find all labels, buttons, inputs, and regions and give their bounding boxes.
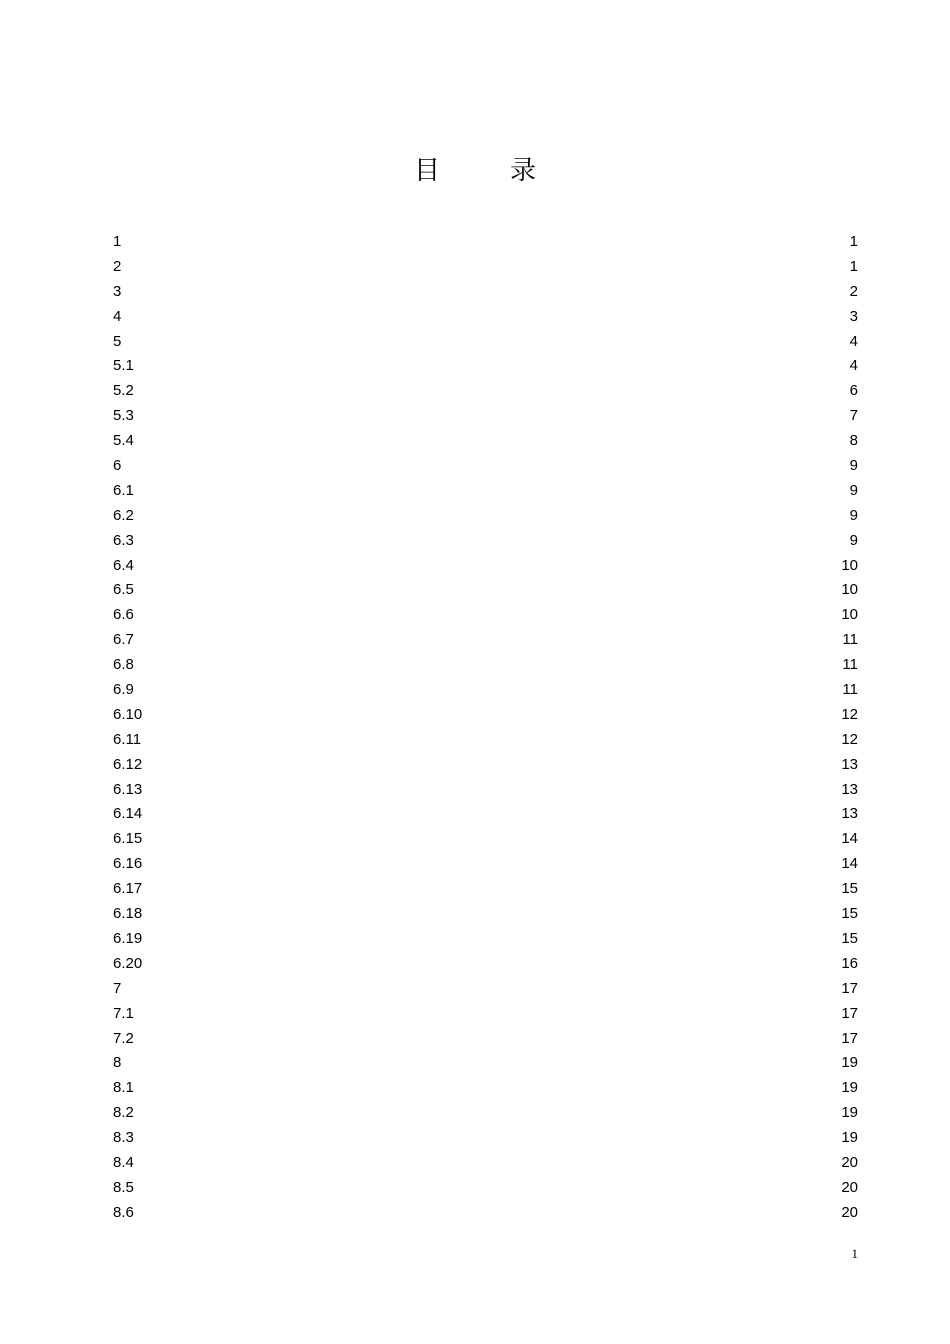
- toc-entry-number: 5: [113, 332, 122, 350]
- toc-entry-number: 6.2: [113, 506, 134, 524]
- toc-entry-page: 19: [841, 1054, 858, 1072]
- toc-entry-page: 3: [849, 307, 858, 325]
- toc-entry[interactable]: [113, 703, 858, 728]
- toc-entry[interactable]: [113, 802, 858, 827]
- toc-entry-number: 6.20: [113, 954, 143, 972]
- footer-page-number: 1: [851, 1246, 858, 1261]
- toc-entry-page: 20: [841, 1153, 858, 1171]
- toc-entry-number: 8.5: [113, 1178, 134, 1196]
- toc-entry-page: 17: [841, 1004, 858, 1022]
- toc-entry-page: 17: [841, 1029, 858, 1047]
- toc-entry-number: 6.3: [113, 531, 134, 549]
- toc-entry-number: 2: [113, 257, 122, 275]
- toc-entry-number: 1: [113, 233, 122, 250]
- toc-entry-page: 8: [849, 432, 858, 450]
- toc-entry-number: 3: [113, 282, 122, 300]
- toc-entry[interactable]: [113, 578, 858, 603]
- toc-entry[interactable]: [113, 454, 858, 479]
- toc-entry-page: 9: [849, 457, 858, 475]
- toc-entry-page: 11: [842, 681, 858, 699]
- toc-entry[interactable]: [113, 305, 858, 330]
- toc-entry-number: 6.14: [113, 805, 143, 823]
- toc-entry-page: 15: [841, 880, 858, 898]
- toc-entry-number: 6.9: [113, 681, 134, 699]
- toc-entry-page: 11: [842, 631, 858, 649]
- toc-entry[interactable]: [113, 1151, 858, 1176]
- toc-entry-page: 14: [841, 830, 858, 848]
- toc-entry[interactable]: [113, 852, 858, 877]
- toc-entry-page: 10: [841, 606, 858, 624]
- toc-entry-number: 8.2: [113, 1104, 134, 1122]
- toc-entry[interactable]: [113, 1076, 858, 1101]
- toc-entry-page: 9: [849, 531, 858, 549]
- toc-entry[interactable]: [113, 280, 858, 305]
- toc-entry-number: 7: [113, 979, 122, 997]
- toc-entry-number: 7.2: [113, 1029, 134, 1047]
- toc-entry-page: 17: [841, 979, 858, 997]
- toc-entry-page: 12: [841, 730, 858, 748]
- toc-entry-page: 12: [841, 705, 858, 723]
- toc-entry[interactable]: [113, 404, 858, 429]
- toc-entry-page: 15: [841, 929, 858, 947]
- toc-entry-number: 5.3: [113, 407, 134, 425]
- toc-entry-number: 6.13: [113, 780, 143, 798]
- toc-entry[interactable]: [113, 952, 858, 977]
- toc-entry[interactable]: [113, 902, 858, 927]
- toc-entry[interactable]: [113, 603, 858, 628]
- toc-entry-page: 4: [849, 332, 858, 350]
- toc-entry-number: 6.7: [113, 631, 134, 649]
- toc-entry-number: 6.16: [113, 855, 143, 873]
- toc-entry-page: 19: [841, 1104, 858, 1122]
- toc-entry[interactable]: [113, 877, 858, 902]
- toc-entry-page: 11: [842, 656, 858, 674]
- toc-entry-page: 13: [841, 805, 858, 823]
- toc-entry[interactable]: [113, 628, 858, 653]
- title-char-1: 目: [413, 156, 440, 186]
- toc-entry[interactable]: [113, 778, 858, 803]
- toc-entry[interactable]: [113, 827, 858, 852]
- toc-entry[interactable]: [113, 504, 858, 529]
- toc-entry-number: 8: [113, 1054, 122, 1072]
- toc-entry-number: 6.17: [113, 880, 143, 898]
- toc-entry-number: 5.2: [113, 382, 134, 400]
- toc-entry[interactable]: [113, 1051, 858, 1076]
- toc-entry[interactable]: [113, 653, 858, 678]
- toc-entry-number: 6.19: [113, 929, 143, 947]
- toc-entry[interactable]: [113, 1002, 858, 1027]
- toc-entry[interactable]: [113, 1201, 858, 1226]
- toc-entry-number: 7.1: [113, 1004, 134, 1022]
- toc-entry[interactable]: [113, 678, 858, 703]
- toc-entry[interactable]: [113, 1027, 858, 1052]
- toc-entry-page: 16: [841, 954, 858, 972]
- toc-entry-number: 5.1: [113, 357, 134, 375]
- toc-entry-page: 1: [849, 233, 858, 250]
- toc-entry-number: 6: [113, 457, 122, 475]
- toc-entry-page: 6: [849, 382, 858, 400]
- toc-entry[interactable]: [113, 255, 858, 280]
- toc-entry-page: 19: [841, 1079, 858, 1097]
- toc-entry[interactable]: [113, 1176, 858, 1201]
- toc-entry-page: 13: [841, 780, 858, 798]
- toc-entry-number: 6.6: [113, 606, 134, 624]
- toc-entry[interactable]: [113, 330, 858, 355]
- toc-entry[interactable]: [113, 529, 858, 554]
- toc-entry-number: 8.1: [113, 1079, 134, 1097]
- toc-entry-page: 4: [849, 357, 858, 375]
- toc-entry[interactable]: [113, 977, 858, 1002]
- toc-entry-number: 6.10: [113, 705, 143, 723]
- page-title: [0, 150, 950, 187]
- toc-entry[interactable]: [113, 429, 858, 454]
- toc-entry-page: 14: [841, 855, 858, 873]
- toc-entry[interactable]: [113, 927, 858, 952]
- toc-entry[interactable]: [113, 1101, 858, 1126]
- toc-entry-number: 6.18: [113, 905, 143, 923]
- toc-entry-page: 9: [849, 506, 858, 524]
- toc-entry-page: 2: [849, 282, 858, 300]
- toc-entry-number: 6.8: [113, 656, 134, 674]
- toc-entry-number: 6.1: [113, 481, 134, 499]
- toc-entry-page: 1: [849, 257, 858, 275]
- toc-entry-page: 9: [849, 481, 858, 499]
- toc-entry-page: 7: [849, 407, 858, 425]
- toc-entry-number: 6.4: [113, 556, 134, 574]
- toc-entry[interactable]: [113, 230, 858, 255]
- title-char-2: 录: [510, 156, 537, 186]
- toc-entry-page: 20: [841, 1178, 858, 1196]
- toc-entry-page: 10: [841, 556, 858, 574]
- toc-entry-number: 6.11: [113, 730, 142, 748]
- toc-entry-page: 15: [841, 905, 858, 923]
- toc-entry[interactable]: [113, 1126, 858, 1151]
- toc-entry-page: 20: [841, 1203, 858, 1221]
- toc-entry[interactable]: [113, 728, 858, 753]
- toc-entry-number: 5.4: [113, 432, 134, 450]
- toc-entry-number: 6.5: [113, 581, 134, 599]
- toc-entry[interactable]: [113, 354, 858, 379]
- toc-entry[interactable]: [113, 379, 858, 404]
- toc-entry[interactable]: [113, 753, 858, 778]
- toc-entry-page: 19: [841, 1129, 858, 1147]
- toc-entry-number: 8.3: [113, 1129, 134, 1147]
- toc-entry-number: 4: [113, 307, 122, 325]
- toc-entry-number: 6.15: [113, 830, 143, 848]
- table-of-contents: [113, 230, 858, 1226]
- toc-entry[interactable]: [113, 554, 858, 579]
- toc-entry-number: 6.12: [113, 755, 143, 773]
- toc-entry[interactable]: [113, 479, 858, 504]
- toc-entry-page: 13: [841, 755, 858, 773]
- toc-entry-number: 8.6: [113, 1203, 134, 1221]
- toc-entry-number: 8.4: [113, 1153, 134, 1171]
- toc-entry-page: 10: [841, 581, 858, 599]
